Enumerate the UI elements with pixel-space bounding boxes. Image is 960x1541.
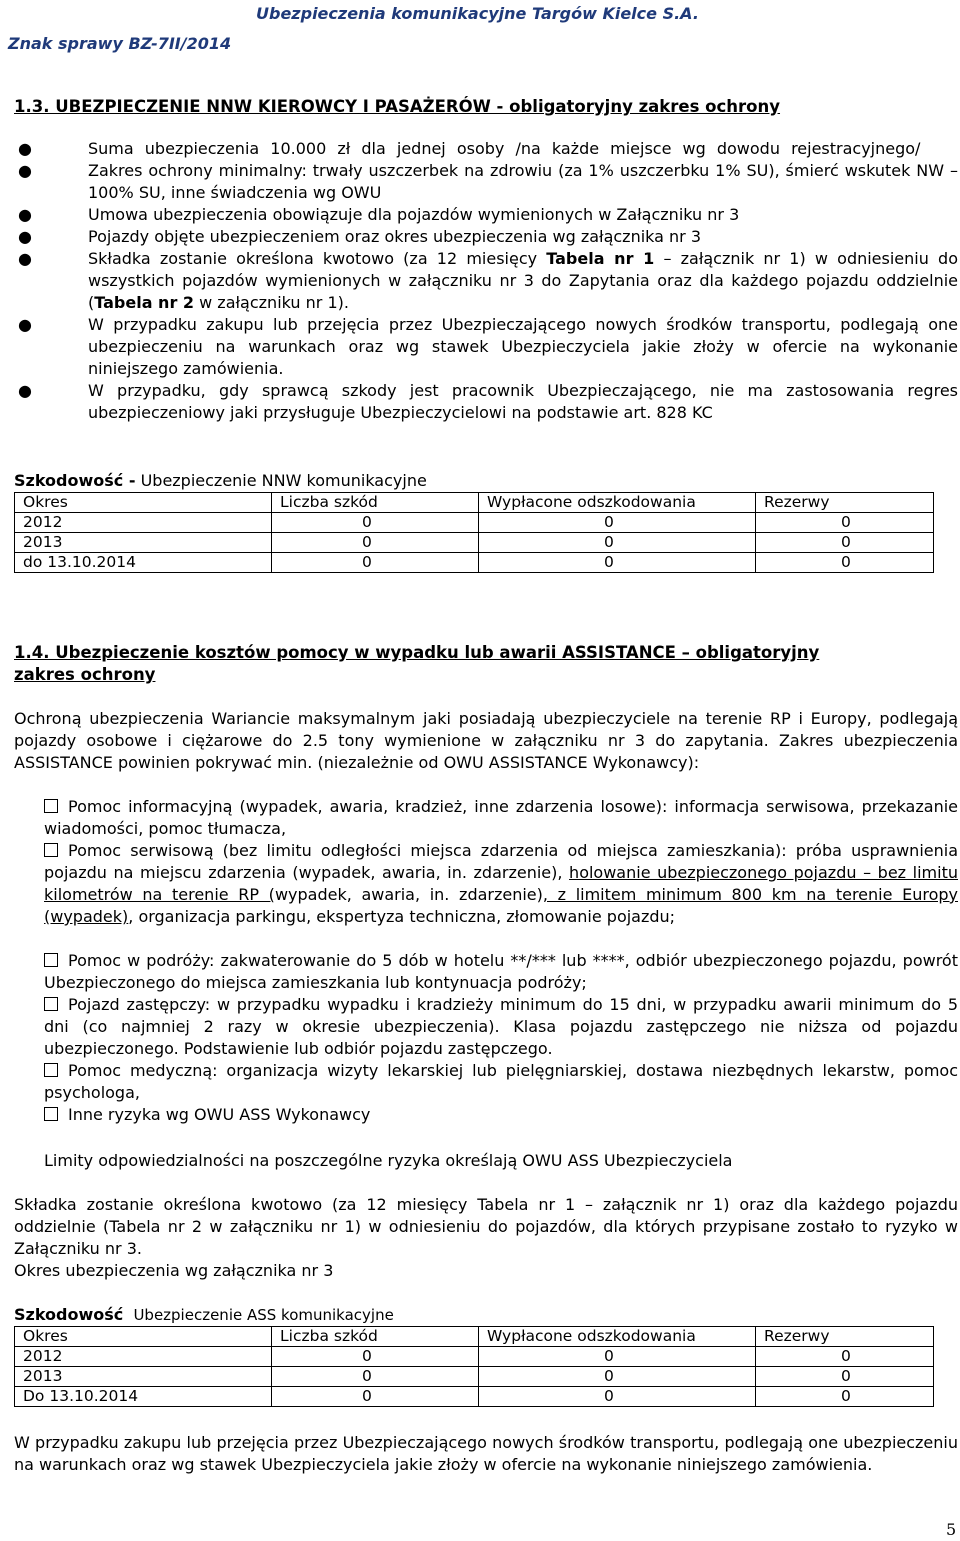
- assistance-option-other: [44, 1104, 958, 1126]
- option-text: Inne ryzyka wg OWU ASS Wykonawcy: [68, 1105, 371, 1124]
- assistance-option-replacement: [44, 994, 958, 1060]
- section-1-3-title: 1.3. UBEZPIECZENIE NNW KIEROWCY I PASAŻERÓW - obligatoryjny zakres ochrony: [14, 97, 781, 116]
- section-1-4-title-line2: zakres ochrony: [14, 665, 156, 684]
- table-header: Okres: [15, 1327, 272, 1347]
- table-cell: 0: [756, 533, 934, 553]
- table-row: [15, 1347, 934, 1367]
- claims-nnw-table: [14, 492, 934, 573]
- option-text: Pomoc w podróży: zakwaterowanie do 5 dób w hotelu **/*** lub ****, odbiór ubezpieczonego pojazdu, powrót Ubezpieczonego do miejsca zamieszkania lub kontynuacja podróży;: [44, 951, 958, 992]
- option-text-underlined: , z limitem minimum 800 km na terenie Europy (wypadek): [44, 885, 959, 926]
- table-cell: 2012: [15, 1347, 272, 1367]
- table-header: Rezerwy: [756, 1327, 934, 1347]
- claims-ass-table: [14, 1326, 934, 1407]
- header-case-number: Znak sprawy BZ-7II/2014: [8, 34, 232, 53]
- bullet-text: [88, 249, 958, 312]
- premium-bold-1: Tabela nr 1: [546, 249, 655, 268]
- table-cell: Do 13.10.2014: [15, 1387, 272, 1407]
- table-row: [15, 1367, 934, 1387]
- claims-title-bold: Szkodowość: [14, 1305, 124, 1324]
- table-header: Rezerwy: [756, 493, 934, 513]
- section-1-3-bullets: [0, 138, 958, 424]
- checkbox-icon: [44, 953, 58, 967]
- premium-text-3: w załączniku nr 1).: [194, 293, 349, 312]
- table-row: [15, 513, 934, 533]
- bullet-text: Umowa ubezpieczenia obowiązuje dla pojazdów wymienionych w Załączniku nr 3: [88, 205, 740, 224]
- bullet-text: W przypadku zakupu lub przejęcia przez Ubezpieczającego nowych środków transportu, podlegają one ubezpieczeniu na warunkach oraz wg stawek Ubezpieczyciela jakie złoży w ofercie na wykonanie niniejszego zamówienia.: [88, 315, 958, 378]
- table-header: Wypłacone odszkodowania: [479, 493, 756, 513]
- claims-title-bold: Szkodowość -: [14, 471, 136, 490]
- table-cell: 0: [756, 513, 934, 533]
- option-text: Pomoc medyczną: organizacja wizyty lekarskiej lub pielęgniarskiej, dostawa niezbędnych lekarstw, pomoc psychologa,: [44, 1061, 958, 1102]
- checkbox-icon: [44, 799, 58, 813]
- table-cell: 0: [479, 1347, 756, 1367]
- checkbox-icon: [44, 997, 58, 1011]
- table-cell: 0: [272, 533, 479, 553]
- table-cell: 0: [756, 553, 934, 573]
- section-1-4-title-line1: 1.4. Ubezpieczenie kosztów pomocy w wypadku lub awarii ASSISTANCE – obligatoryjny: [14, 643, 820, 662]
- list-item: [0, 138, 958, 160]
- table-header: Liczba szkód: [272, 1327, 479, 1347]
- checkbox-icon: [44, 1063, 58, 1077]
- page-number: 5: [946, 1520, 957, 1539]
- section-1-4-title: [14, 642, 958, 686]
- option-text: Pomoc serwisową (bez limitu odległości miejsca zdarzenia od miejsca zamieszkania): próba usprawnienia pojazdu na miejscu zdarzenia (wypadek, awaria, in. zdarzenie),: [44, 841, 958, 882]
- assistance-option-travel: [44, 950, 958, 994]
- list-item: [0, 314, 958, 380]
- table-cell: 0: [272, 1387, 479, 1407]
- bullet-text: Zakres ochrony minimalny: trwały uszczerbek na zdrowiu (za 1% uszczerbku 1% SU), śmierć wskutek NW – 100% SU, inne świadczenia wg OWU: [88, 161, 958, 202]
- table-cell: 0: [272, 1347, 479, 1367]
- claims-title-rest: Ubezpieczenie NNW komunikacyjne: [135, 471, 427, 490]
- list-item: [0, 248, 958, 314]
- table-cell: 0: [756, 1347, 934, 1367]
- assistance-limits: Limity odpowiedzialności na poszczególne ryzyka określają OWU ASS Ubezpieczyciela: [44, 1151, 733, 1170]
- checkbox-icon: [44, 1107, 58, 1121]
- option-text: wypadek, awaria, in. zdarzenie): [274, 885, 543, 904]
- bullet-text: W przypadku, gdy sprawcą szkody jest pracownik Ubezpieczającego, nie ma zastosowania regres ubezpieczeniowy jaki przysługuje Ubezpieczycielowi na podstawie art. 828 KC: [88, 381, 958, 422]
- table-header: Okres: [15, 493, 272, 513]
- checkbox-icon: [44, 843, 58, 857]
- closing-paragraph: W przypadku zakupu lub przejęcia przez Ubezpieczającego nowych środków transportu, podlegają one ubezpieczeniu na warunkach oraz wg stawek Ubezpieczyciela jakie złoży w ofercie na wykonanie niniejszego zamówienia.: [14, 1433, 958, 1474]
- assistance-premium: Składka zostanie określona kwotowo (za 12 miesięcy Tabela nr 1 – załącznik nr 1) oraz dla każdego pojazdu oddzielnie (Tabela nr 2 w załączniku nr 1) w odniesieniu do pojazdów, dla których przypisane zostało to ryzyko w Załączniku nr 3.: [14, 1195, 958, 1258]
- assistance-period: Okres ubezpieczenia wg załącznika nr 3: [14, 1261, 334, 1280]
- bullet-icon: ●: [18, 161, 32, 180]
- table-header: Wypłacone odszkodowania: [479, 1327, 756, 1347]
- bullet-icon: ●: [18, 315, 32, 334]
- header-company: Ubezpieczenia komunikacyjne Targów Kielce S.A.: [256, 4, 699, 23]
- table-cell: 0: [479, 513, 756, 533]
- bullet-text: Suma ubezpieczenia 10.000 zł dla jednej osoby /na każde miejsce wg dowodu rejestracyjnego/: [88, 139, 921, 158]
- assistance-option-info: [44, 796, 958, 840]
- claims-ass-title: [14, 1304, 958, 1326]
- table-cell: 0: [479, 1387, 756, 1407]
- table-cell: 0: [479, 533, 756, 553]
- premium-bold-2: Tabela nr 2: [94, 293, 195, 312]
- bullet-icon: ●: [18, 381, 32, 400]
- table-header: Liczba szkód: [272, 493, 479, 513]
- list-item: [0, 226, 958, 248]
- premium-text-2: – załącznik nr 1) w odniesieniu do wszystkich pojazdów wymienionych w załączniku nr 3 do Zapytania oraz dla każdego pojazdu oddzielnie (: [88, 249, 959, 312]
- list-item: [0, 380, 958, 424]
- bullet-icon: ●: [18, 227, 32, 246]
- bullet-text: Pojazdy objęte ubezpieczeniem oraz okres ubezpieczenia wg załącznika nr 3: [88, 227, 702, 246]
- claims-title-rest: Ubezpieczenie ASS komunikacyjne: [133, 1306, 394, 1324]
- option-text: , organizacja parkingu, ekspertyza techniczna, złomowanie pojazdu;: [128, 907, 676, 926]
- table-row: [15, 553, 934, 573]
- assistance-intro: Ochroną ubezpieczenia Wariancie maksymalnym jaki posiadają ubezpieczyciele na terenie RP i Europy, podlegają pojazdy osobowe i ciężarowe do 2.5 tony wymienione w załączniku nr 3 do zapytania. Zakres ubezpieczenia ASSISTANCE powinien pokrywać min. (niezależnie od OWU ASSISTANCE Wykonawcy):: [14, 709, 958, 772]
- option-text: Pojazd zastępczy: w przypadku wypadku i kradzieży minimum do 15 dni, w przypadku awarii minimum do 5 dni (co najmniej 2 razy w okresie ubezpieczenia). Klasa pojazdu zastępczego nie niższa od pojazdu ubezpieczonego. Podstawienie lub odbiór pojazdu zastępczego.: [44, 995, 958, 1058]
- table-cell: 0: [479, 1367, 756, 1387]
- table-cell: 0: [756, 1387, 934, 1407]
- assistance-option-medical: [44, 1060, 958, 1104]
- list-item: [0, 160, 958, 204]
- option-text-underlined: holowanie ubezpieczonego pojazdu – bez limitu kilometrów na terenie RP (: [44, 863, 959, 904]
- table-cell: 0: [756, 1367, 934, 1387]
- bullet-icon: ●: [18, 205, 32, 224]
- claims-nnw-title: [14, 470, 958, 492]
- table-cell: 0: [272, 1367, 479, 1387]
- table-cell: 2013: [15, 533, 272, 553]
- table-row: [15, 533, 934, 553]
- bullet-icon: ●: [18, 139, 32, 158]
- option-text: Pomoc informacyjną (wypadek, awaria, kradzież, inne zdarzenia losowe): informacja serwisowa, przekazanie wiadomości, pomoc tłumacza,: [44, 797, 958, 838]
- premium-text-1: Składka zostanie określona kwotowo (za 12 miesięcy: [88, 249, 547, 268]
- table-header-row: [15, 1327, 934, 1347]
- table-cell: 0: [272, 553, 479, 573]
- table-cell: do 13.10.2014: [15, 553, 272, 573]
- table-header-row: [15, 493, 934, 513]
- list-item: [0, 204, 958, 226]
- bullet-icon: ●: [18, 249, 32, 268]
- table-cell: 0: [479, 553, 756, 573]
- table-cell: 0: [272, 513, 479, 533]
- table-row: [15, 1387, 934, 1407]
- table-cell: 2012: [15, 513, 272, 533]
- assistance-option-service: [44, 840, 958, 928]
- table-cell: 2013: [15, 1367, 272, 1387]
